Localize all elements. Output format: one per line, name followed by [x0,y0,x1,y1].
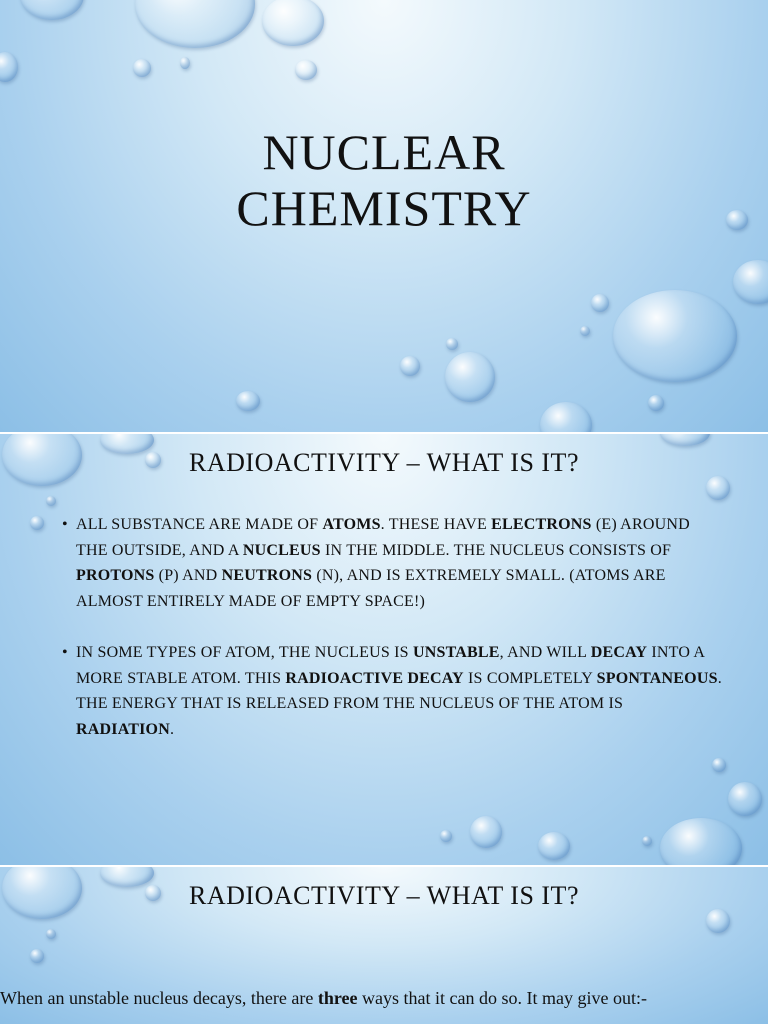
text-run: IN THE MIDDLE. THE NUCLEUS CONSISTS OF [320,541,672,559]
water-drop [613,290,737,382]
text-run: When an unstable nucleus decays, there are [0,988,318,1008]
text-run: (E) AROUND THE OUTSIDE, AND A [76,516,690,559]
text-run: IN SOME TYPES OF ATOM, THE NUCLEUS IS [76,644,413,661]
text-run: (N), AND IS EXTREMELY SMALL. (ATOMS ARE ALMOST ENTIRELY MADE OF EMPTY SPACE!) [76,567,666,610]
title-line-2: CHEMISTRY [236,180,532,236]
bullet-list [62,512,722,768]
water-drop [470,816,502,848]
bold-term: NUCLEUS [242,541,321,559]
bold-term: UNSTABLE [412,644,500,661]
water-drop [706,476,730,500]
bold-term: RADIATION [76,720,170,738]
water-drop [580,326,590,336]
water-drop [30,516,44,530]
text-run: IS COMPLETELY [463,669,597,687]
water-drop [0,52,18,82]
water-drop [20,0,84,20]
slide-title [0,124,768,236]
water-drop [135,0,255,48]
water-drop [446,338,458,350]
text-run: (P) AND [154,567,222,584]
water-drop [133,59,151,77]
body-text [0,988,768,1009]
water-drop [30,949,44,963]
water-drop [733,260,768,304]
water-drop [46,496,56,506]
bullet-item [62,512,722,614]
water-drop [440,830,452,842]
text-run: INTO A MORE STABLE ATOM. THIS [76,644,705,687]
water-drop [295,60,317,80]
bold-term: NEUTRONS [221,567,313,584]
bold-term: ATOMS [322,516,381,533]
water-drop [660,434,710,446]
bold-term: SPONTANEOUS [596,669,718,687]
text-run: . THESE HAVE [380,516,492,533]
water-drop [262,0,324,46]
title-slide [0,0,768,432]
water-drop [400,356,420,376]
text-run: . THE ENERGY THAT IS RELEASED FROM THE NUCLEUS OF THE ATOM IS [76,669,722,712]
water-drop [46,929,56,939]
bold-term: RADIOACTIVE DECAY [285,669,464,687]
water-drop [706,909,730,933]
water-drop [642,836,652,846]
water-drop [540,402,592,432]
text-run: , AND WILL [499,644,591,661]
bold-term: DECAY [590,644,648,661]
content-slide-partial [0,867,768,1024]
water-drop [591,294,609,312]
slide-heading: RADIOACTIVITY – WHAT IS IT? [189,881,579,910]
content-slide [0,434,768,865]
text-run: ways that it can do so. It may give out:- [357,988,647,1008]
bold-term: ELECTRONS [491,516,592,533]
text-run: ALL SUBSTANCE ARE MADE OF [76,516,323,533]
water-drop [660,818,742,865]
bold-term: three [317,988,358,1008]
bold-term: PROTONS [76,567,155,584]
bullet-item [62,640,722,742]
water-drop [648,395,664,411]
water-drop [445,352,495,402]
water-drop [538,832,570,860]
text-run: . [169,720,175,738]
water-drop [728,782,762,816]
water-drop [180,57,190,69]
title-line-1: NUCLEAR [262,124,506,180]
water-drop [236,391,260,411]
slide-heading: RADIOACTIVITY – WHAT IS IT? [189,448,579,477]
